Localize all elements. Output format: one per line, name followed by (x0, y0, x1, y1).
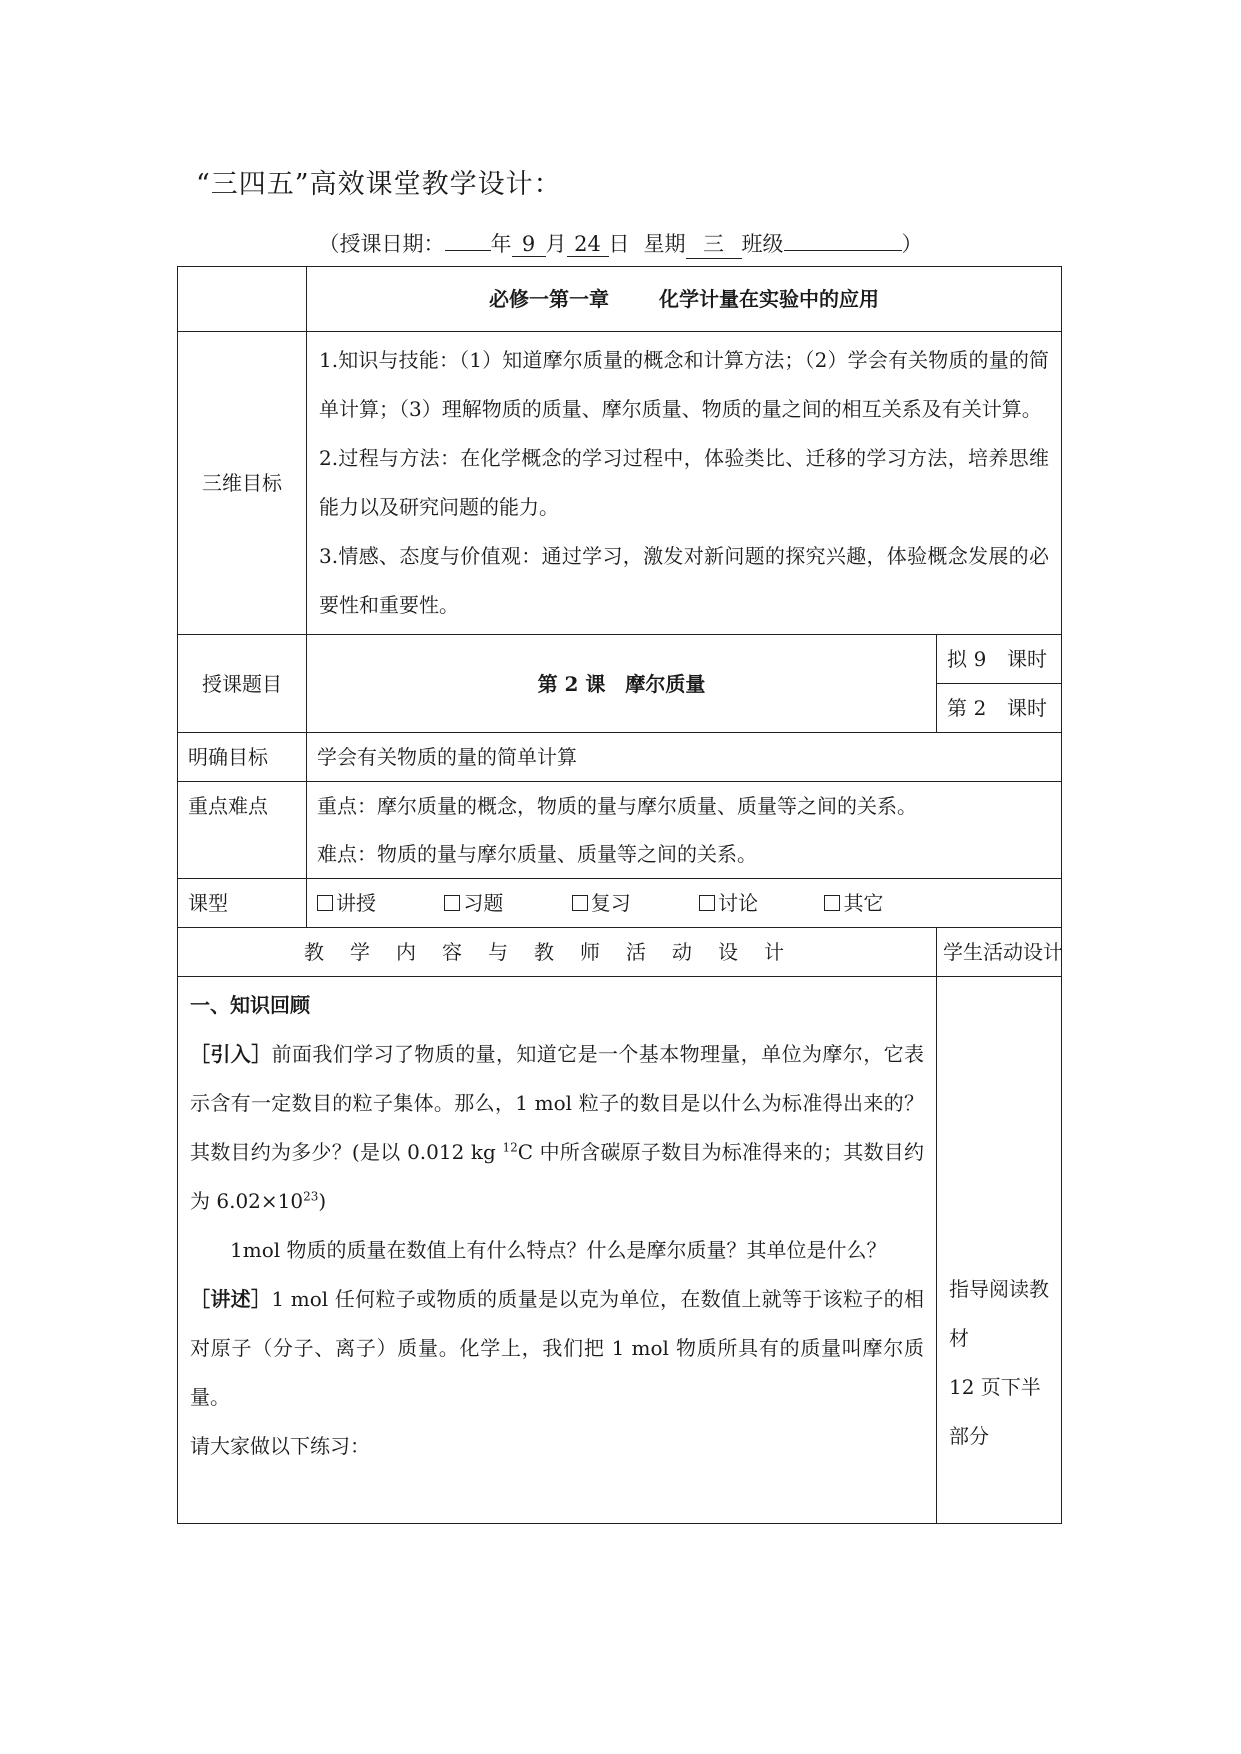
lesson-type-option-label: 复习 (590, 891, 631, 915)
chapter-row (178, 267, 1062, 332)
clear-goal-label: 明确目标 (178, 733, 307, 782)
chapter-title (307, 267, 1062, 332)
clear-goal-text: 学会有关物质的量的简单计算 (307, 733, 1062, 782)
lesson-type-option-label: 习题 (463, 891, 504, 915)
student-activity-line: 12 页下半部分 (949, 1375, 1041, 1448)
planned-suffix: 课时 (1007, 647, 1047, 671)
date-close: ） (901, 232, 923, 256)
lecture-text: 1 mol 任何粒子或物质的质量是以克为单位，在数值上就等于该粒子的相对原子（分子、离子）质量。化学上，我们把 1 mol 物质所具有的质量叫摩尔质量。 (190, 1287, 924, 1409)
current-value: 2 (973, 696, 987, 720)
chapter-part2: 化学计量在实验中的应用 (659, 287, 879, 311)
key-points-label: 重点难点 (178, 782, 307, 879)
intro-text-3: ) (318, 1189, 327, 1213)
date-open: （授课日期： (318, 232, 445, 256)
key-points-row (178, 782, 1062, 879)
checkbox-icon (444, 895, 460, 911)
student-activity-cell (937, 977, 1062, 1524)
student-activity-header: 学生活动设计 (937, 928, 1062, 977)
teaching-content (178, 977, 937, 1524)
question-paragraph: 1mol 物质的质量在数值上有什么特点？什么是摩尔质量？其单位是什么？ (230, 1238, 887, 1262)
intro-text: 前面我们学习了物质的量，知道它是一个基本物理量，单位为摩尔，它表示含有一定数目的粒子集体。那么，1 mol 粒子的数目是以什么为标准得出来的？其数目约为多少？(是以 0.012 kg (190, 1042, 925, 1164)
difficult-point: 难点：物质的量与摩尔质量、质量等之间的关系。 (317, 842, 757, 866)
intro-tag: ［引入］ (190, 1042, 272, 1066)
intro-sup: 12 (502, 1140, 518, 1155)
goals-content (307, 332, 1062, 635)
teacher-activity-header: 教学内容与教师活动设计 (178, 928, 937, 977)
lesson-type-option[interactable] (444, 879, 503, 927)
class-label: 班级 (741, 232, 784, 256)
planned-value: 9 (973, 647, 987, 671)
exercise-prompt: 请大家做以下练习： (190, 1434, 370, 1458)
student-activity-text (949, 1265, 1049, 1461)
checkbox-icon (572, 895, 588, 911)
clear-goal-row (178, 733, 1062, 782)
chapter-part1: 必修一第一章 (489, 287, 609, 311)
lesson-type-option[interactable] (824, 879, 883, 927)
current-hour (937, 684, 1062, 733)
topic-title: 第 2 课 摩尔质量 (307, 635, 937, 733)
lesson-type-option-label: 其它 (843, 891, 884, 915)
document-title: “三四五”高效课堂教学设计： (196, 169, 562, 200)
chapter-empty-cell (178, 267, 307, 332)
lesson-type-option-label: 讨论 (718, 891, 759, 915)
section-header-row (178, 928, 1062, 977)
lesson-plan-table (177, 266, 1062, 1524)
intro-text-2: C 中所含碳原子数目为标准得来的；其数目约为 6.02×10 (190, 1140, 924, 1213)
lecture-paragraph (190, 1275, 924, 1422)
topic-label: 授课题目 (178, 635, 307, 733)
month-value: 9 (512, 232, 546, 257)
planned-hours (937, 635, 1062, 684)
lesson-type-label: 课型 (178, 879, 307, 928)
checkbox-icon (317, 895, 333, 911)
content-row (178, 977, 1062, 1524)
current-suffix: 课时 (1007, 696, 1047, 720)
checkbox-icon (699, 895, 715, 911)
weekday-value: 三 (686, 228, 742, 259)
lesson-type-row (178, 879, 1062, 928)
goal-item: 3.情感、态度与价值观：通过学习，激发对新问题的探究兴趣，体验概念发展的必要性和重要性。 (319, 544, 1049, 617)
date-line (0, 228, 1241, 259)
lesson-type-options (307, 879, 1062, 928)
content-heading: 一、知识回顾 (190, 993, 310, 1017)
month-label: 月 (545, 232, 567, 256)
key-points-content (307, 782, 1062, 879)
lesson-type-option[interactable] (699, 879, 758, 927)
goals-label: 三维目标 (178, 332, 307, 635)
lecture-tag: ［讲述］ (190, 1287, 272, 1311)
day-label: 日 (608, 232, 630, 256)
current-prefix: 第 (947, 696, 967, 720)
day-value: 24 (567, 232, 609, 257)
goals-row (178, 332, 1062, 635)
key-point: 重点：摩尔质量的概念，物质的量与摩尔质量、质量等之间的关系。 (317, 794, 917, 818)
planned-prefix: 拟 (947, 647, 967, 671)
weekday-label: 星期 (643, 232, 686, 256)
lesson-type-option-label: 讲授 (336, 891, 376, 915)
year-blank (445, 250, 491, 251)
lesson-type-option[interactable] (317, 879, 376, 927)
goal-item: 1.知识与技能：（1）知道摩尔质量的概念和计算方法；（2）学会有关物质的量的简单计算；（3）理解物质的质量、摩尔质量、物质的量之间的相互关系及有关计算。 (319, 348, 1049, 421)
topic-row (178, 635, 1062, 684)
intro-paragraph (190, 1030, 924, 1226)
intro-sup-2: 23 (303, 1189, 319, 1204)
year-label: 年 (490, 232, 512, 256)
goal-item: 2.过程与方法：在化学概念的学习过程中，体验类比、迁移的学习方法，培养思维能力以及研究问题的能力。 (319, 446, 1049, 519)
checkbox-icon (824, 895, 840, 911)
lesson-type-option[interactable] (572, 879, 631, 927)
class-blank (784, 250, 902, 251)
student-activity-line: 指导阅读教材 (949, 1277, 1049, 1350)
